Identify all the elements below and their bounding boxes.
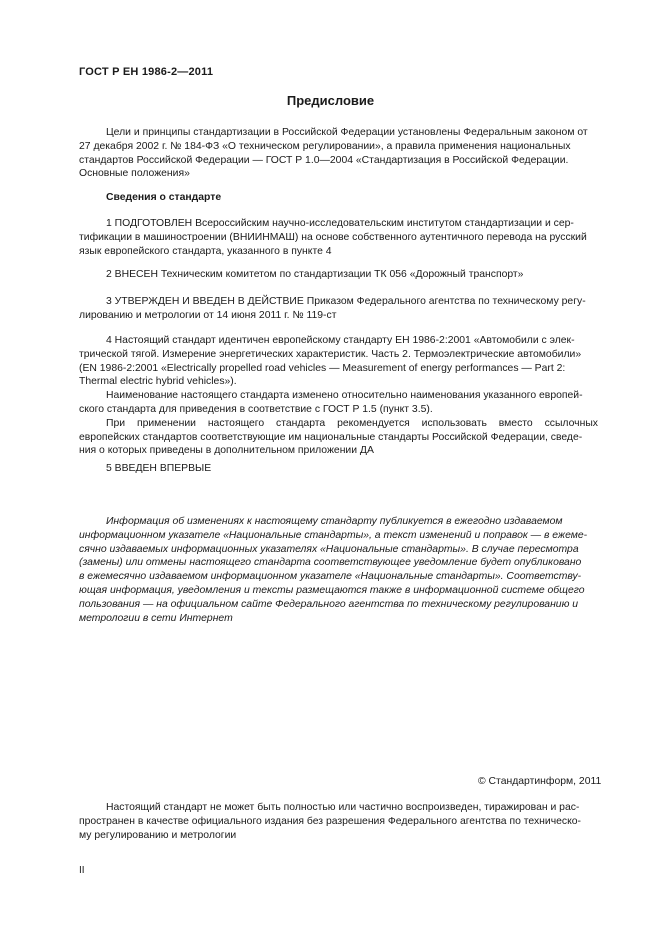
text-line: тификации в машиностроении (ВНИИНМАШ) на основе собственного аутентичного перевода на русский [79, 231, 587, 243]
text-line: метрологии в сети Интернет [79, 612, 233, 624]
text-line: европейских стандартов соответствующие им национальные стандарты Российской Федерации, сведе- [79, 431, 583, 443]
document-header: ГОСТ Р ЕН 1986-2—2011 [79, 66, 214, 78]
text-line: 5 ВВЕДЕН ВПЕРВЫЕ [106, 463, 212, 474]
text-line: (замены) или отмены настоящего стандарта соответствующее уведомление будет опубликовано [79, 557, 582, 569]
copyright-notice: © Стандартинформ, 2011 [478, 776, 602, 787]
text-line: ния о которых приведены в дополнительном приложении ДА [79, 445, 374, 457]
text-line: Настоящий стандарт не может быть полностью или частично воспроизведен, тиражирован и рас- [106, 802, 580, 813]
item-2 [79, 268, 615, 282]
text-line: му регулированию и метрологии [79, 829, 237, 841]
change-notice [79, 515, 615, 625]
text-line: 27 декабря 2002 г. № 184-ФЗ «О техническом регулировании», а правила применения национальных [79, 140, 571, 152]
text-line: Thermal electric hybrid vehicles»). [79, 376, 237, 388]
text-line: стандартов Российской Федерации — ГОСТ Р 1.0—2004 «Стандартизация в Российской Федерации. [79, 154, 569, 166]
text-line: пользования — на официальном сайте Федерального агентства по техническому регулированию и [79, 598, 579, 610]
text-line: трической тягой. Измерение энергетических характеристик. Часть 2. Термоэлектрические автомобили» [79, 348, 582, 360]
text-line: (EN 1986-2:2001 «Electrically propelled road vehicles — Measurement of energy performances — Part 2: [79, 362, 566, 374]
text-line: лированию и метрологии от 14 июня 2011 г. № 119-ст [79, 309, 337, 321]
reproduction-notice [79, 801, 615, 842]
text-line: Основные положения» [79, 168, 190, 180]
text-line: При применении настоящего стандарта рекомендуется использовать вместо ссылочных [106, 417, 598, 429]
text-line: пространен в качестве официального издания без разрешения Федерального агентства по техническо- [79, 815, 581, 827]
text-line: Информация об изменениях к настоящему стандарту публикуется в ежегодно издаваемом [106, 516, 563, 527]
text-line: ского стандарта для приведения в соответствие с ГОСТ Р 1.5 (пункт 3.5). [79, 403, 433, 415]
item-3 [79, 295, 615, 323]
text-line: 3 УТВЕРЖДЕН И ВВЕДЕН В ДЕЙСТВИЕ Приказом Федерального агентства по техническому регу- [106, 296, 586, 307]
text-line: 1 ПОДГОТОВЛЕН Всероссийским научно-исследовательским институтом стандартизации и сер- [106, 218, 574, 229]
text-line: сячно издаваемых информационных указателях «Национальные стандарты». В случае пересмотра [79, 543, 579, 555]
text-line: в ежемесячно издаваемом информационном указателе «Национальные стандарты». Соответству- [79, 571, 582, 583]
text-line: 4 Настоящий стандарт идентичен европейскому стандарту ЕН 1986-2:2001 «Автомобили с элек- [106, 335, 575, 346]
text-line: ющая информация, уведомления и тексты размещаются также в информационной системе общего [79, 584, 585, 596]
item-4 [79, 334, 615, 458]
text-line: Наименование настоящего стандарта изменено относительно наименования указанного европей- [106, 390, 583, 402]
intro-paragraph [79, 126, 615, 181]
text-line: Цели и принципы стандартизации в Российской Федерации установлены Федеральным законом от [106, 127, 588, 138]
text-line: 2 ВНЕСЕН Техническим комитетом по стандартизации ТК 056 «Дорожный транспорт» [106, 269, 524, 280]
page-number: II [79, 865, 85, 876]
text-line: информационном указателе «Национальные стандарты», а текст изменений и поправок — в ежеме- [79, 529, 588, 541]
section-title: Сведения о стандарте [106, 192, 222, 203]
text-line: язык европейского стандарта, указанного в пункте 4 [79, 245, 332, 257]
page-title: Предисловие [286, 93, 375, 108]
item-5 [79, 462, 615, 476]
item-1 [79, 217, 615, 258]
